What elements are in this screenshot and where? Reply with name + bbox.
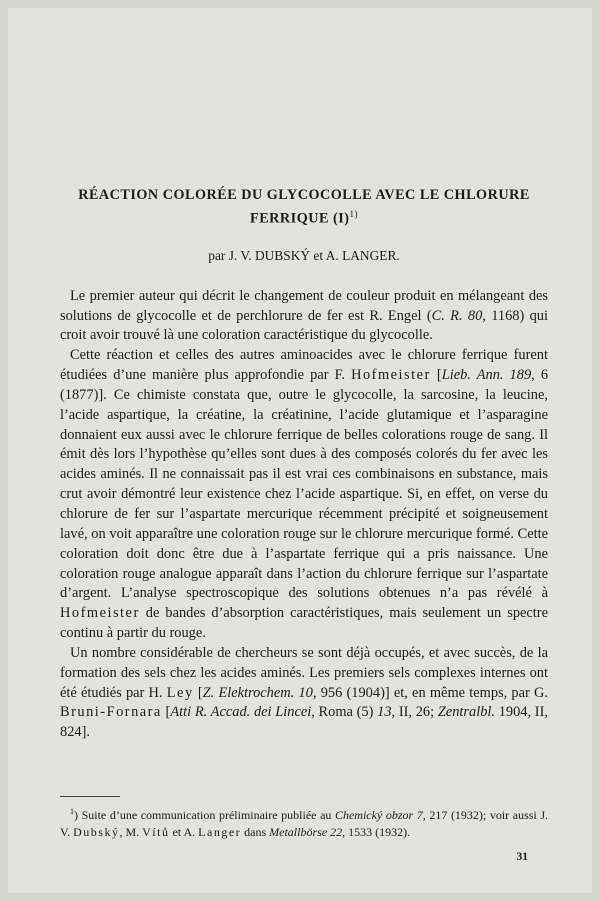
paragraph-3 (60, 644, 548, 743)
p3-citation-1: Z. Elektrochem. 10 (202, 684, 313, 701)
footnote-text-4: et A. (169, 825, 199, 839)
p3-citation-4: Zentralbl. (437, 704, 495, 721)
p3-text-4: [ (161, 704, 171, 721)
byline-conj: et A. (310, 247, 343, 263)
footnote-citation-2: Metallbörse 22 (269, 825, 343, 839)
p3-name-1: Ley (166, 684, 194, 701)
p2-name-2: Hofmeister (60, 605, 140, 622)
p2-text-4: de bandes d’absorption caractéristiques, mais seulement un spectre continu à partir du rouge. (60, 605, 548, 642)
title-line-2: FERRIQUE (I) (250, 210, 350, 227)
paragraph-1 (60, 287, 548, 347)
article (60, 186, 548, 743)
title-line-1: RÉACTION COLORÉE DU GLYCOCOLLE AVEC LE CHLORURE (78, 187, 530, 203)
footnote-text-5: dans (241, 825, 270, 839)
footnote-text-3: , M. (119, 825, 143, 839)
article-title (60, 186, 548, 229)
footnote (60, 803, 548, 841)
author-2: LANGER. (342, 247, 400, 263)
footnote-name-2: Vítů (142, 825, 170, 839)
footnote-citation-1: Chemický obzor 7 (334, 808, 423, 822)
p3-citation-3: 13 (377, 704, 392, 721)
title-note-number: 1 (349, 209, 355, 219)
body-text (60, 287, 548, 743)
p2-text-1: Cette réaction et celles des autres aminoacides avec le chlorure ferrique furent étudiées d’une manière plus approfondie par F. (60, 347, 548, 384)
footnote-text-6: , 1533 (1932). (342, 825, 411, 839)
footnote-text-1: ) Suite d’une communication préliminaire publiée au (74, 808, 335, 822)
p2-text-2: [ (430, 367, 442, 384)
byline (60, 247, 548, 265)
p3-text-2: [ (193, 684, 203, 701)
author-1: DUBSKÝ (255, 247, 311, 263)
title-footnote-marker: 1) (349, 209, 358, 219)
p2-name-1: Hofmeister (351, 367, 431, 384)
footnote-marker: 1 (70, 807, 74, 816)
footnote-divider (60, 796, 120, 797)
footnote-text-2: , 217 (1932); voir aussi J. V. (60, 808, 548, 839)
p2-citation: Lieb. Ann. 189 (441, 367, 532, 384)
paragraph-2 (60, 346, 548, 644)
p3-text-7: 1904, II, 824]. (60, 704, 548, 741)
p1-citation: C. R. 80 (431, 307, 483, 324)
p3-citation-2: Atti R. Accad. dei Lincei (170, 704, 312, 721)
page-number: 31 (516, 851, 528, 863)
p3-name-2: Bruni-Fornara (60, 704, 162, 721)
footnote-name-1: Dubský (73, 825, 120, 839)
p2-text-3: , 6 (1877)]. Ce chimiste constata que, outre le glycocolle, la sarcosine, la leucine, l’acide aspartique, la créatine, la créatinine, l’acide glutamique et l’asparagine donnaient eux aussi avec le chlorure ferrique de belles colorations rouge de sang. Il émit dès lors l’hypothèse qu’elles sont dues à des composés colorés du fer avec les acides aminés. Il ne connaissait pas il est vrai ces combinaisons en substance, mais crut avoir démontré leur existence chez l’acide aspartique. Si, en effet, on verse du chlorure de fer sur l’aspartate mercurique récemment précipité et soigneusement lavé, on voit apparaître une coloration rouge sur le chlorure mercurique formé. Cette coloration doit donc être due à l’aspartate ferrique qui a pris naissance. Une coloration rouge analogue apparaît dans l’action du chlorure ferrique sur l’aspartate d’argent. L’analyse spectroscopique des solutions obtenues n’a pas révélé à (60, 367, 549, 602)
p3-text-3: , 956 (1904)] et, en même temps, par G. (312, 684, 549, 701)
page (8, 8, 592, 893)
p3-text-5: , Roma (5) (311, 704, 378, 721)
p3-text-1: Un nombre considérable de chercheurs se sont déjà occupés, et avec succès, de la formation des sels chez les acides aminés. Les premiers sels complexes internes ont été étudiés par H. (60, 644, 548, 701)
p3-text-6: , II, 26; (391, 704, 438, 721)
footnote-name-3: Langer (198, 825, 242, 839)
p1-text-1: Le premier auteur qui décrit le changement de couleur produit en mélangeant des solutions de glycocolle et de perchlorure de fer est R. Engel ( (60, 287, 548, 324)
byline-prefix: par J. V. (208, 247, 256, 263)
p1-text-2: , 1168) qui croit avoir trouvé là une coloration caractéristique du glycocolle. (60, 307, 548, 344)
